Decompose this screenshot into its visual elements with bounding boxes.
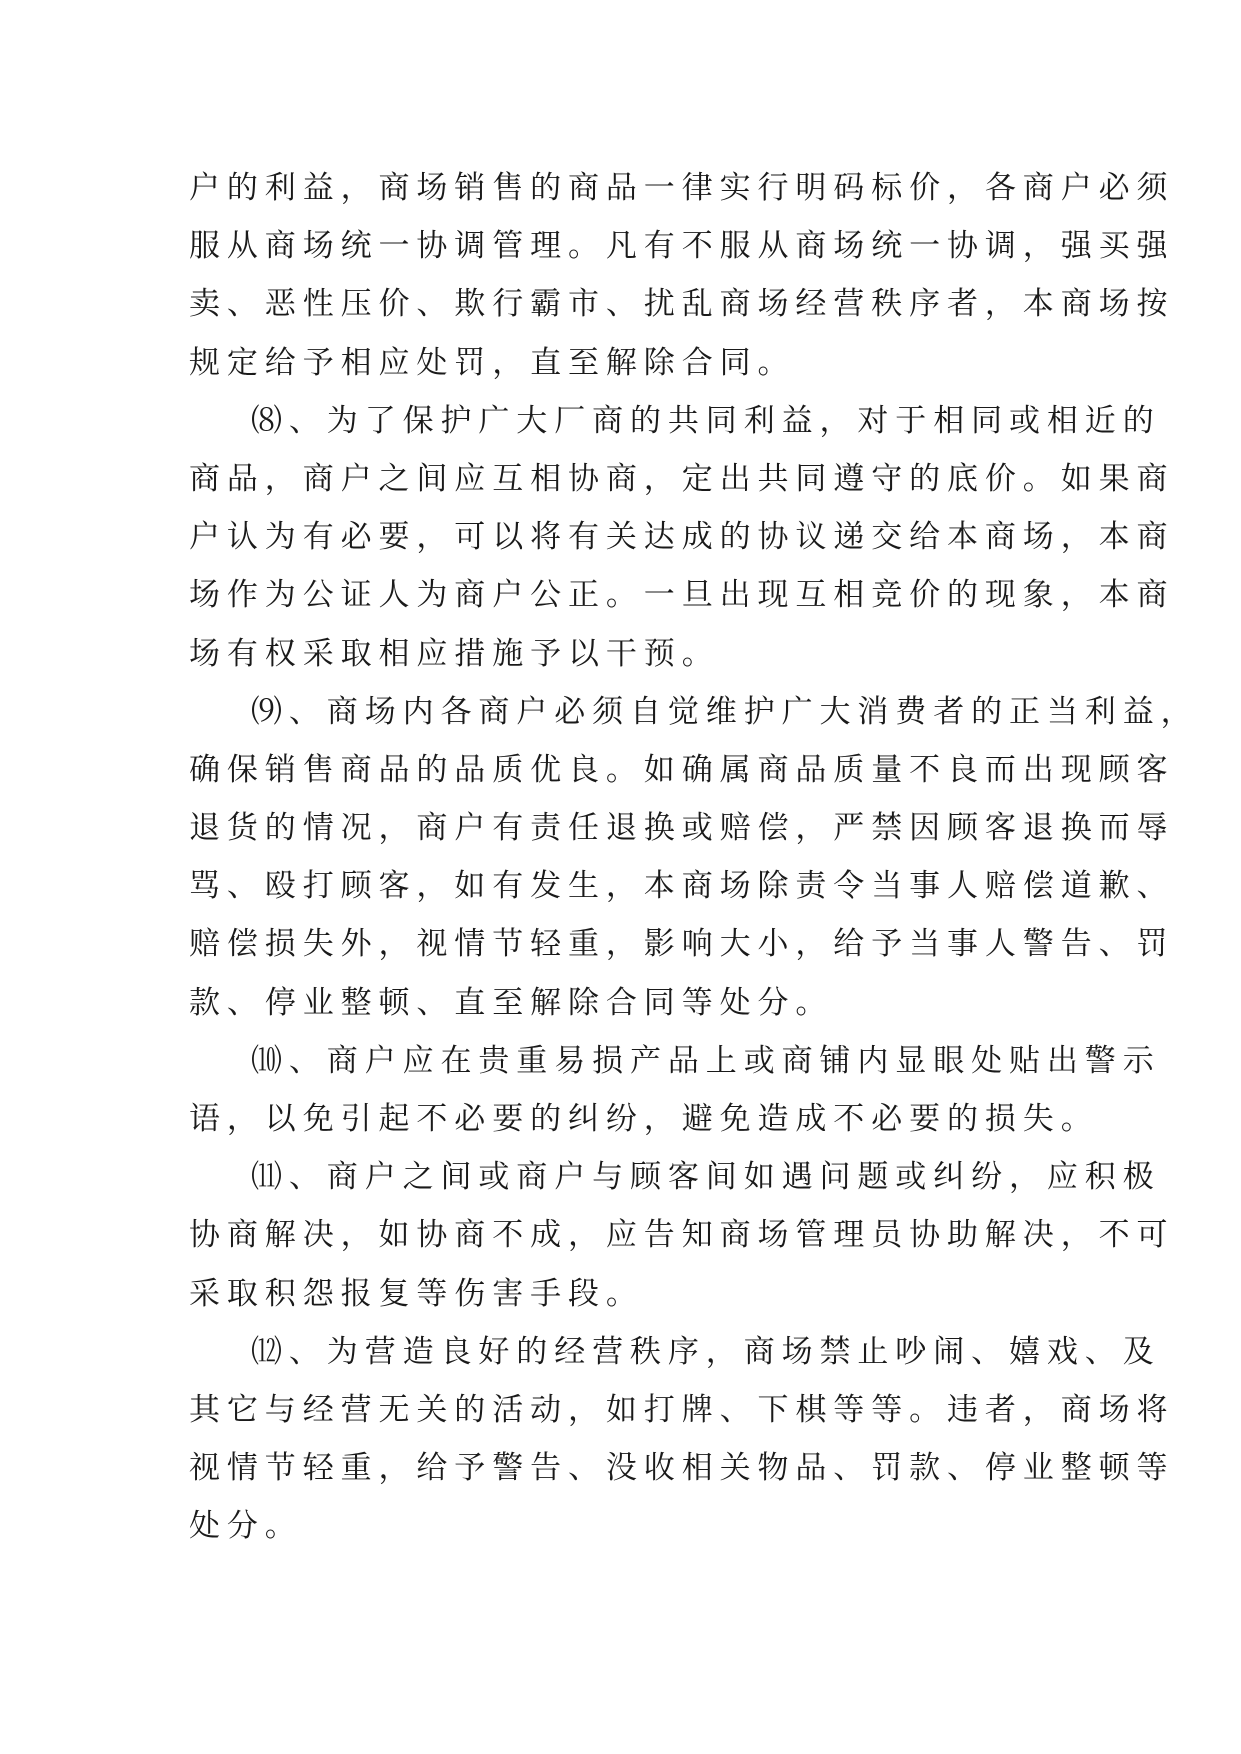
text-line: 赔偿损失外，视情节轻重，影响大小，给予当事人警告、罚 [189, 926, 1175, 963]
text-line: 场有权采取相应措施予以干预。 [189, 635, 720, 672]
text-line: 款、停业整顿、直至解除合同等处分。 [189, 984, 834, 1021]
text-line: 骂、殴打顾客，如有发生，本商场除责令当事人赔偿道歉、 [189, 868, 1175, 905]
paragraph-first-line: ⑽、商户应在贵重易损产品上或商铺内显眼处贴出警示 [251, 1042, 1161, 1079]
text-line: 协商解决，如协商不成，应告知商场管理员协助解决，不可 [189, 1217, 1175, 1254]
text-line: 卖、恶性压价、欺行霸市、扰乱商场经营秩序者，本商场按 [189, 286, 1175, 323]
text-line: 确保销售商品的品质优良。如确属商品质量不良而出现顾客 [189, 751, 1175, 788]
text-line: 规定给予相应处罚，直至解除合同。 [189, 344, 796, 381]
paragraph-first-line: ⑾、商户之间或商户与顾客间如遇问题或纠纷，应积极 [251, 1159, 1161, 1196]
text-line: 户的利益，商场销售的商品一律实行明码标价，各商户必须 [189, 170, 1175, 206]
text-line: 商品，商户之间应互相协商，定出共同遵守的底价。如果商 [189, 460, 1175, 497]
text-line: 语，以免引起不必要的纠纷，避免造成不必要的损失。 [189, 1101, 1099, 1137]
text-line: 退货的情况，商户有责任退换或赔偿，严禁因顾客退换而辱 [189, 810, 1175, 847]
paragraph-first-line: ⑻、为了保护广大厂商的共同利益，对于相同或相近的 [251, 402, 1161, 439]
text-line: 处分。 [189, 1508, 303, 1545]
paragraph-first-line: ⑿、为营造良好的经营秩序，商场禁止吵闹、嬉戏、及 [251, 1333, 1161, 1370]
document-body [189, 159, 1199, 1556]
text-line: 其它与经营无关的活动，如打牌、下棋等等。违者，商场将 [189, 1391, 1175, 1428]
text-line: 视情节轻重，给予警告、没收相关物品、罚款、停业整顿等 [189, 1450, 1175, 1487]
text-line: 服从商场统一协调管理。凡有不服从商场统一协调，强买强 [189, 228, 1175, 265]
paragraph-first-line: ⑼、商场内各商户必须自觉维护广大消费者的正当利益， [251, 693, 1199, 730]
text-line: 场作为公证人为商户公正。一旦出现互相竞价的现象，本商 [189, 577, 1175, 614]
text-line: 采取积怨报复等伤害手段。 [189, 1275, 644, 1312]
text-line: 户认为有必要，可以将有关达成的协议递交给本商场，本商 [189, 519, 1175, 556]
